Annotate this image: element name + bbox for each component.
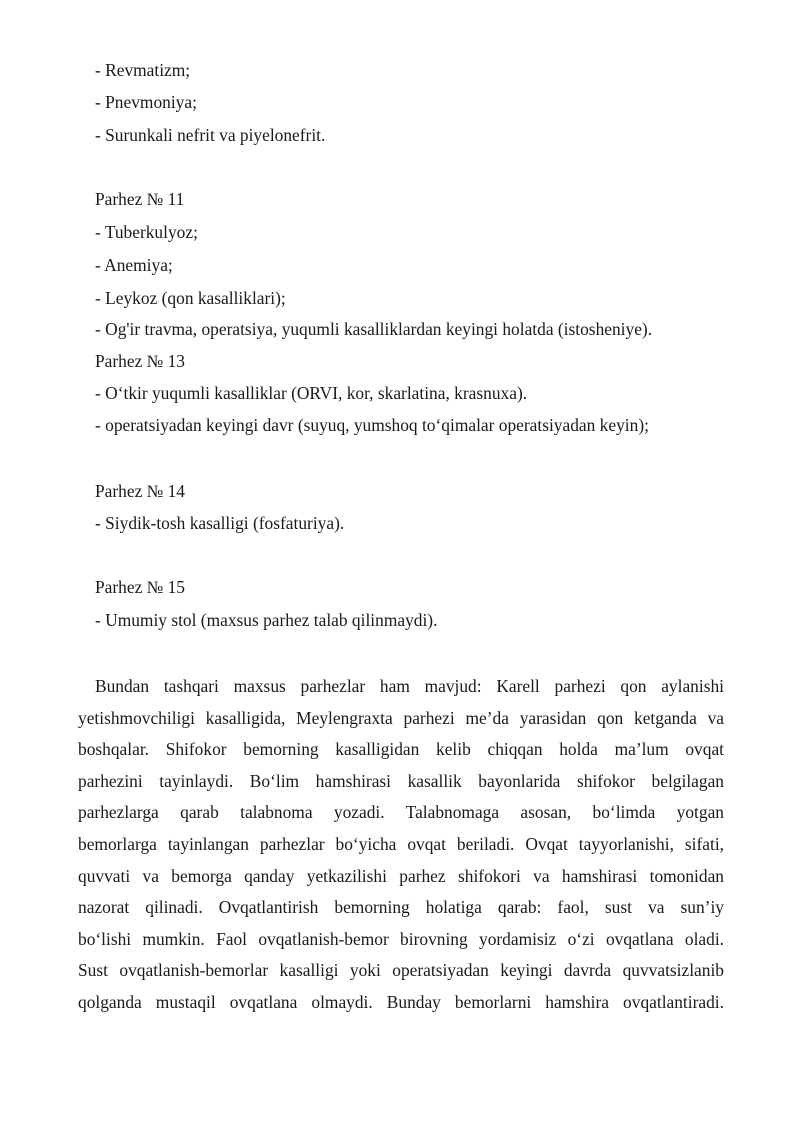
paragraph-line: bemorlarga tayinlangan parhezlar bo‘yicha ovqat beriladi. Ovqat tayyorlanishi, sifati, xyxy=(78,833,724,854)
list-item: - Surunkali nefrit va piyelonefrit. xyxy=(95,125,326,145)
paragraph-line: qolganda mustaqil ovqatlana olmaydi. Bunday bemorlarni hamshira ovqatlantiradi. xyxy=(78,991,724,1012)
paragraph-line: Bundan tashqari maxsus parhezlar ham mavjud: Karell parhezi qon aylanishi xyxy=(95,676,724,696)
list-item: - O‘tkir yuqumli kasalliklar (ORVI, kor, skarlatina, krasnuxa). xyxy=(95,383,528,403)
list-item: - Siydik-tosh kasalligi (fosfaturiya). xyxy=(95,513,345,533)
list-item: - Anemiya; xyxy=(95,255,173,275)
section-heading: Parhez № 11 xyxy=(95,189,185,209)
paragraph-line: parhezlarga qarab talabnoma yozadi. Talabnomaga asosan, bo‘limda yotgan xyxy=(78,802,724,823)
list-item: - Leykoz (qon kasalliklari); xyxy=(95,288,286,308)
list-item: - operatsiyadan keyingi davr (suyuq, yumshoq to‘qimalar operatsiyadan keyin); xyxy=(95,415,649,435)
paragraph-line: nazorat qilinadi. Ovqatlantirish bemorning holatiga qarab: faol, sust va sun’iy xyxy=(78,897,724,918)
paragraph-line: Sust ovqatlanish-bemorlar kasalligi yoki operatsiyadan keyingi davrda quvvatsizlanib xyxy=(78,960,724,981)
paragraph-line: parhezini tayinlaydi. Bo‘lim hamshirasi kasallik bayonlarida shifokor belgilagan xyxy=(78,770,724,791)
list-item: - Tuberkulyoz; xyxy=(95,222,198,242)
paragraph-line: quvvati va bemorga qanday yetkazilishi parhez shifokori va hamshirasi tomonidan xyxy=(78,865,724,886)
section-heading: Parhez № 14 xyxy=(95,481,185,501)
list-item: - Pnevmoniya; xyxy=(95,92,197,112)
list-item: - Og'ir travma, operatsiya, yuqumli kasalliklardan keyingi holatda (istosheniye). xyxy=(95,319,653,339)
section-heading: Parhez № 13 xyxy=(95,351,185,371)
list-item: - Revmatizm; xyxy=(95,60,191,80)
list-item: - Umumiy stol (maxsus parhez talab qilinmaydi). xyxy=(95,610,438,630)
paragraph-line: bo‘lishi mumkin. Faol ovqatlanish-bemor birovning yordamisiz o‘zi ovqatlana oladi. xyxy=(78,928,724,949)
body-paragraph xyxy=(78,671,724,1019)
paragraph-line: boshqalar. Shifokor bemorning kasalligidan kelib chiqqan holda ma’lum ovqat xyxy=(78,739,724,760)
section-heading: Parhez № 15 xyxy=(95,577,185,597)
paragraph-line: yetishmovchiligi kasalligida, Meylengraxta parhezi me’da yarasidan qon ketganda va xyxy=(78,707,724,728)
